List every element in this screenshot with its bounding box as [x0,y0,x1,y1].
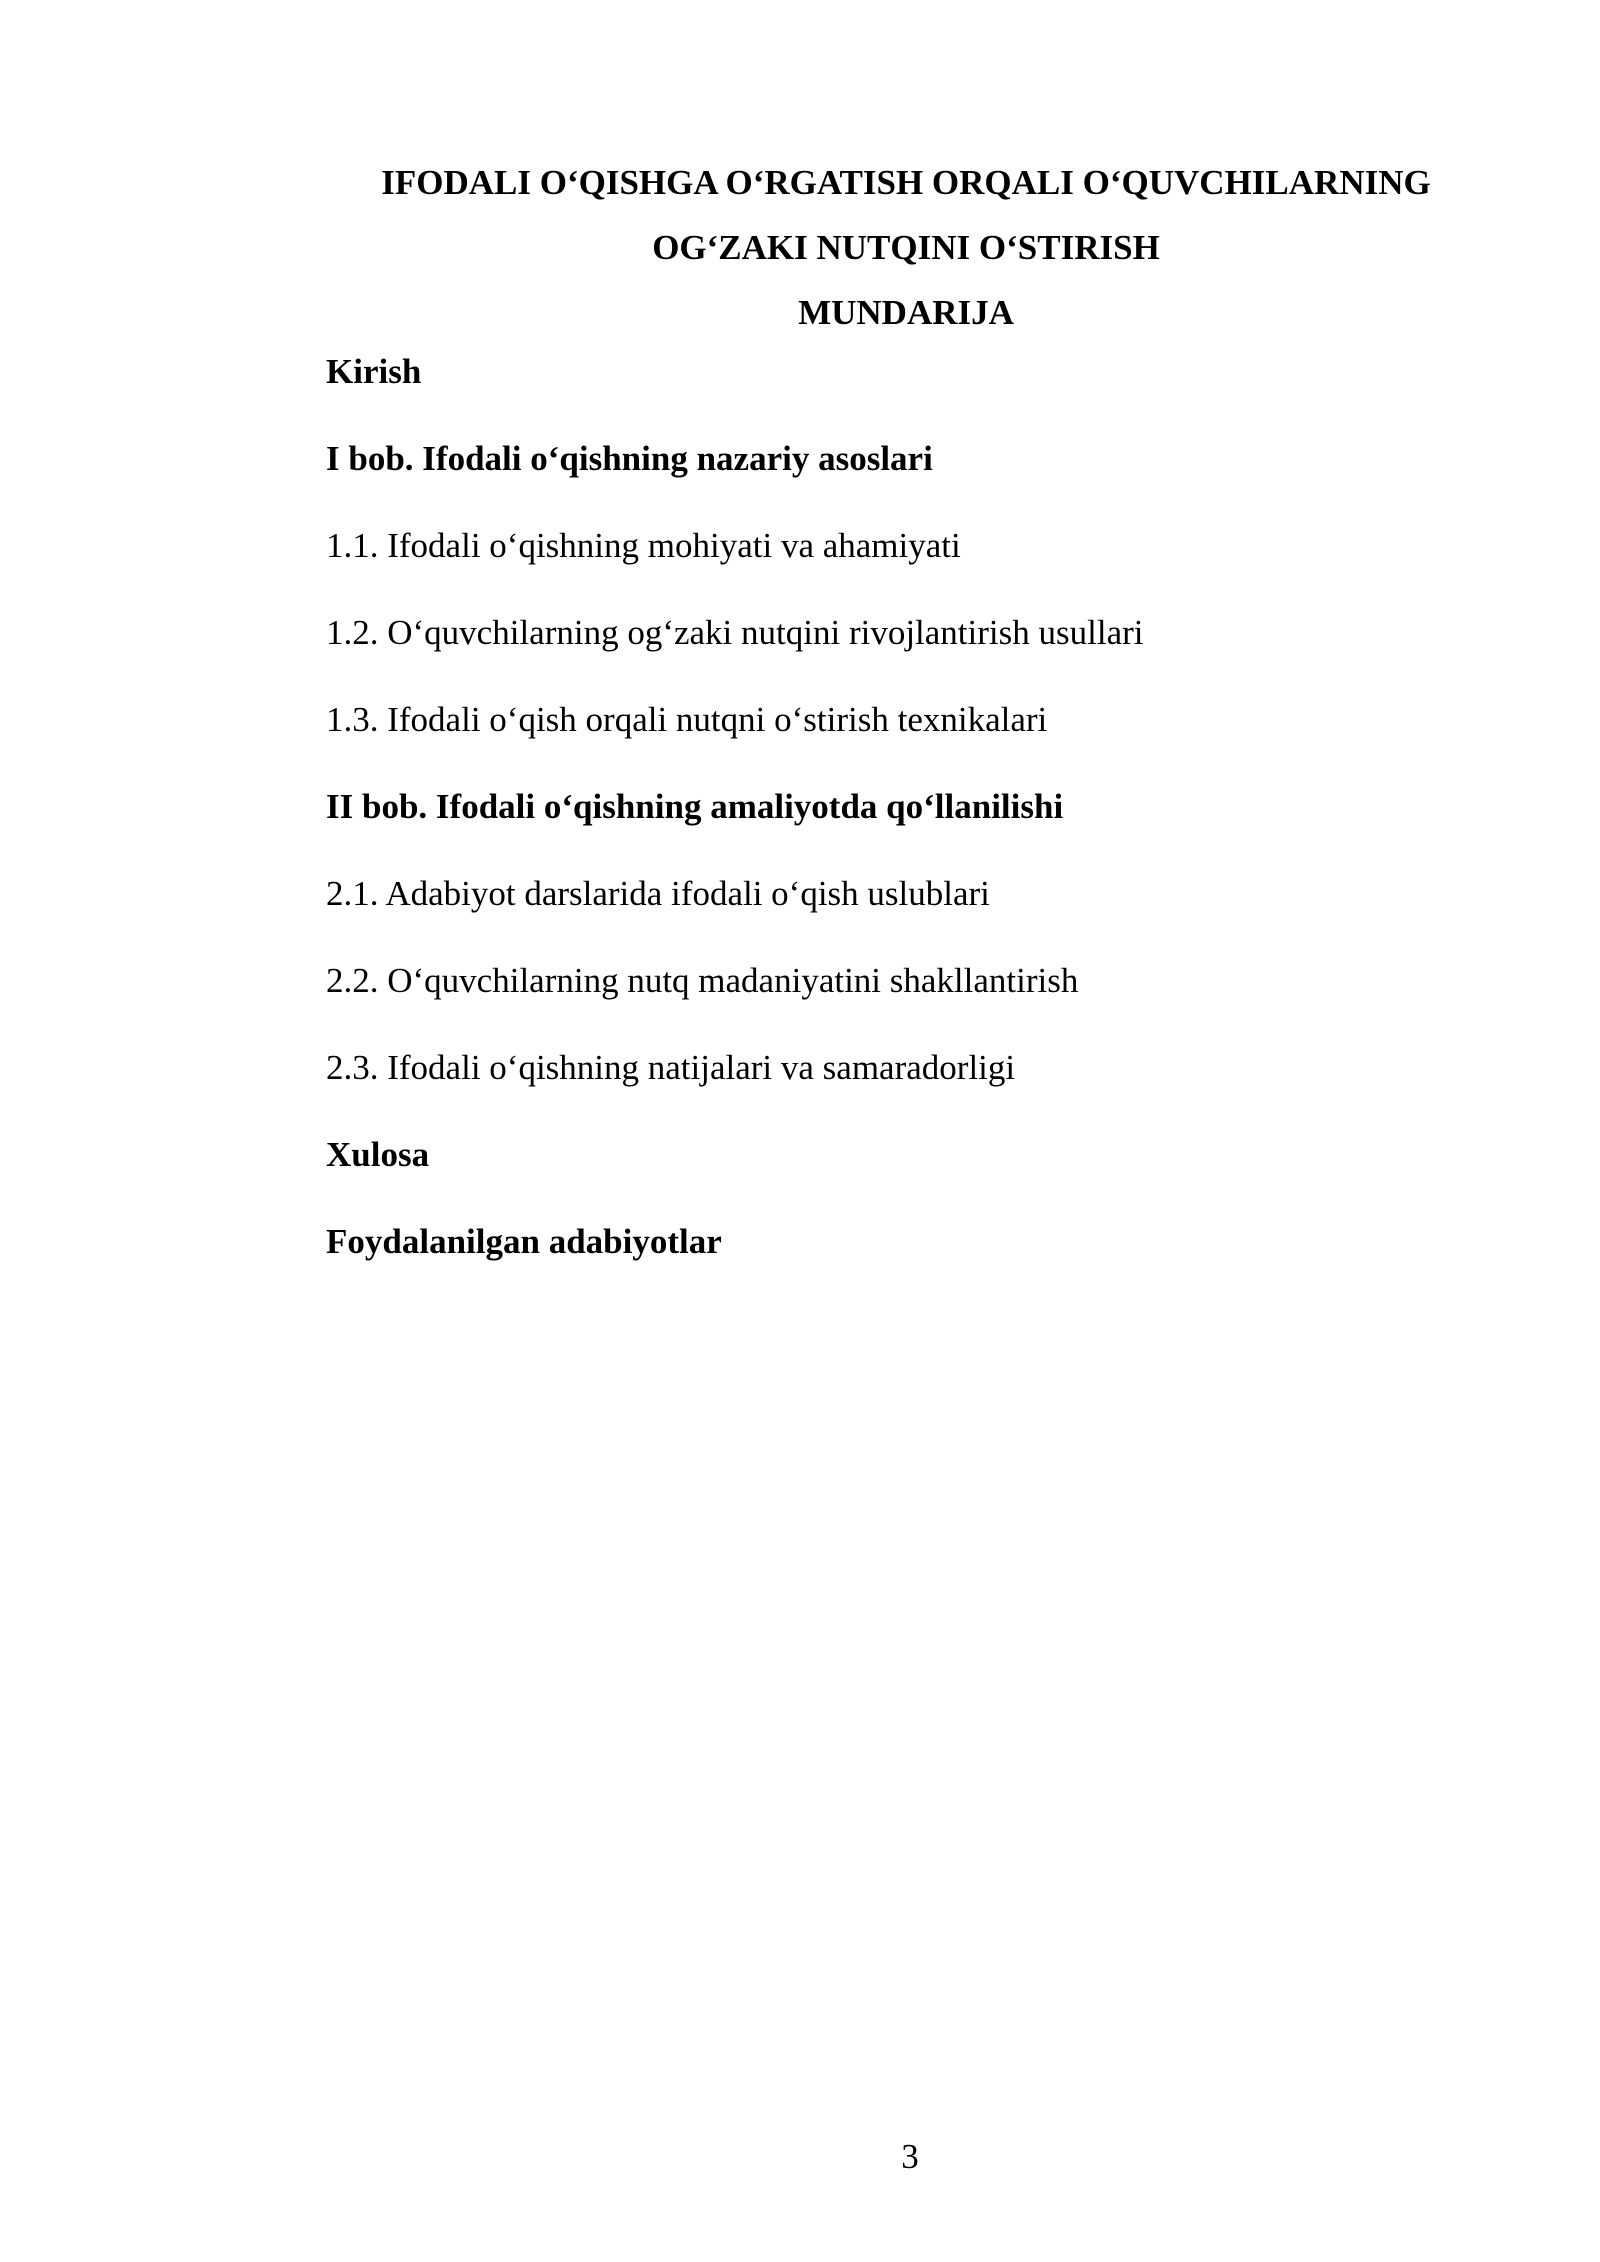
toc-item-section-1-3: 1.3. Ifodali o‘qish orqali nutqni o‘stirish texnikalari [326,700,1048,739]
contents-heading: MUNDARIJA [798,293,1014,332]
toc-item-chapter-2: II bob. Ifodali o‘qishning amaliyotda qo‘llanilishi [326,787,1064,826]
toc-item-section-2-2: 2.2. O‘quvchilarning nutq madaniyatini shakllantirish [326,961,1079,1000]
document-title [326,150,1486,345]
toc-item-references: Foydalanilgan adabiyotlar [326,1222,722,1261]
title-line-2: OG‘ZAKI NUTQINI O‘STIRISH [652,228,1160,267]
toc-item-chapter-1: I bob. Ifodali o‘qishning nazariy asoslari [326,439,933,478]
toc-item-conclusion: Xulosa [326,1135,430,1174]
table-of-contents [326,343,1486,1300]
toc-item-section-2-1: 2.1. Adabiyot darslarida ifodali o‘qish uslublari [326,874,990,913]
toc-item-introduction: Kirish [326,352,422,391]
toc-item-section-1-1: 1.1. Ifodali o‘qishning mohiyati va ahamiyati [326,526,961,565]
toc-item-section-2-3: 2.3. Ifodali o‘qishning natijalari va samaradorligi [326,1048,1016,1087]
title-line-1: IFODALI O‘QISHGA O‘RGATISH ORQALI O‘QUVCHILARNING [381,163,1431,202]
toc-item-section-1-2: 1.2. O‘quvchilarning og‘zaki nutqini rivojlantirish usullari [326,613,1144,652]
page-number: 3 [901,2137,919,2176]
